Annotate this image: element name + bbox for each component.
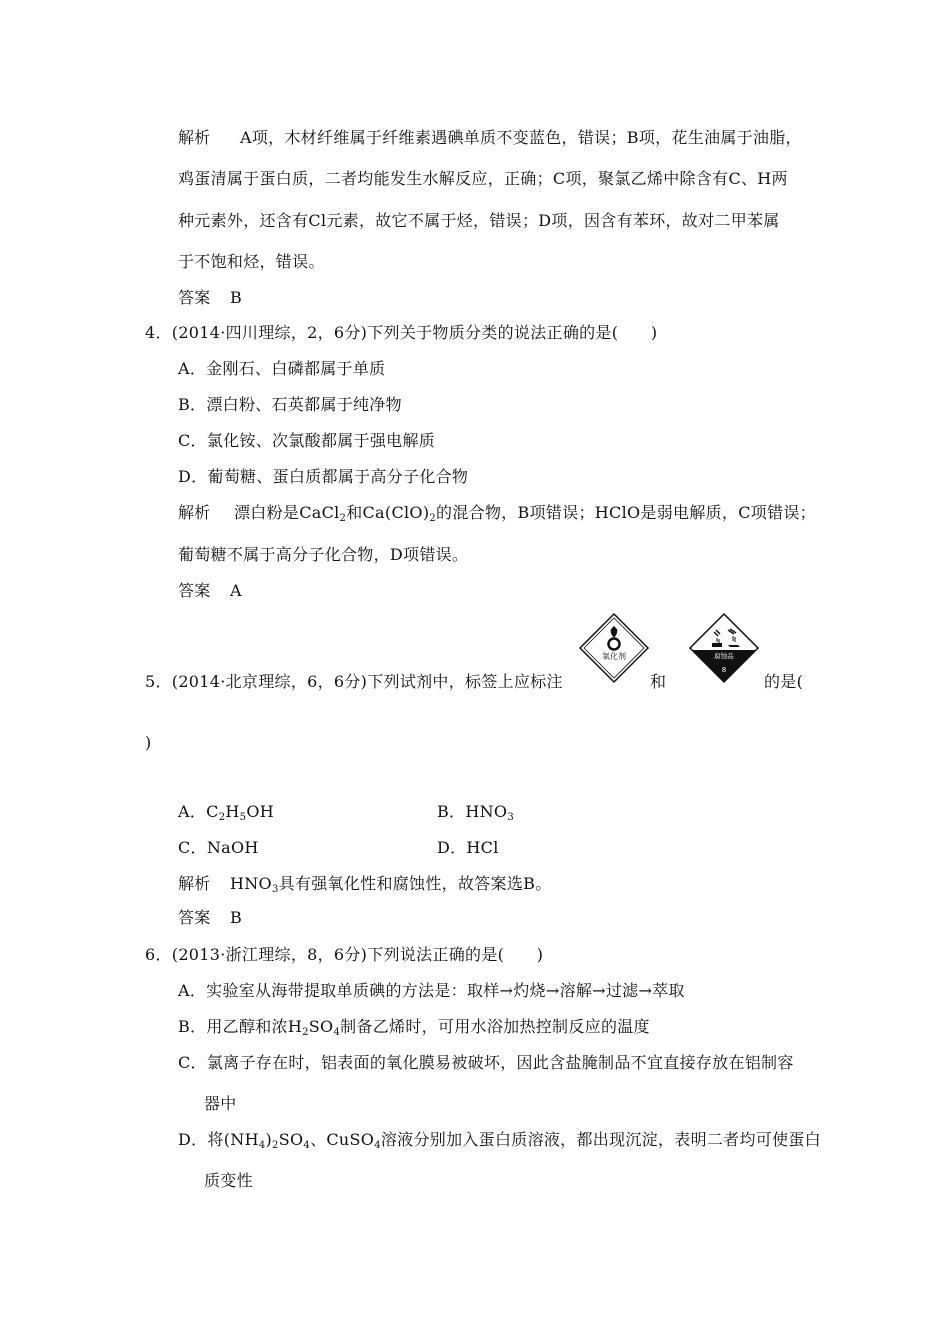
analysis-label: 解析 (178, 128, 211, 147)
q4-option-d: D．葡萄糖、蛋白质都属于高分子化合物 (178, 467, 469, 486)
q5-stem-suffix: 的是( (764, 672, 804, 691)
q5-analysis: 解析 $HNO_3$具有强氧化性和腐蚀性，故答案选B。 (178, 874, 552, 895)
q5-option-b: B．$HNO_3$ (437, 802, 514, 823)
q6-option-d-line2: 质变性 (204, 1171, 253, 1190)
q5-option-c: C．NaOH (178, 838, 259, 857)
corrosive-label-text: 腐蚀品 (714, 652, 734, 660)
q4-answer: 答案 A (178, 581, 242, 600)
q6-option-c-line2: 器中 (204, 1094, 237, 1113)
q3-answer: 答案 B (178, 288, 243, 307)
q6-stem: 6．(2013·浙江理综，8，6分)下列说法正确的是( ) (145, 945, 544, 964)
q5-close-paren: ) (145, 733, 152, 752)
oxidizer-label-text: 氧化剂 (602, 652, 626, 661)
q5-answer: 答案 B (178, 908, 243, 927)
q5-option-a: A．$C_2H_5OH$ (178, 802, 274, 823)
q4-analysis-line1: 解析 漂白粉是CaCl$_2$和$Ca(ClO)_2$的混合物，B项错误；HClO是弱电解质，C项错误； (178, 503, 816, 524)
q4-stem: 4．(2014·四川理综，2，6分)下列关于物质分类的说法正确的是( ) (145, 323, 658, 342)
q4-option-c: C．氯化铵、次氯酸都属于强电解质 (178, 431, 436, 450)
q6-option-d-line1: D．将$(NH_4)_2SO_4$、CuSO$_4$溶液分别加入蛋白质溶液，都出现沉淀，表明二者均可使蛋白 (178, 1130, 821, 1151)
q4-option-b: B．漂白粉、石英都属于纯净物 (178, 395, 402, 414)
oxidizer-label-icon (578, 612, 650, 684)
q6-option-a: A．实验室从海带提取单质碘的方法是：取样→灼烧→溶解→过滤→萃取 (178, 981, 685, 1000)
q3-analysis-line3: 种元素外，还含有Cl元素，故它不属于烃，错误；D项，因含有苯环，故对二甲苯属 (178, 211, 780, 230)
q6-option-b: B．用乙醇和浓$H_2SO_4$制备乙烯时，可用水浴加热控制反应的温度 (178, 1017, 650, 1038)
q4-option-a: A．金刚石、白磷都属于单质 (178, 359, 386, 378)
q3-analysis-line2: 鸡蛋清属于蛋白质，二者均能发生水解反应，正确；C项，聚氯乙烯中除含有C、H两 (178, 169, 788, 188)
q3-analysis-line1: 解析 A项，木材纤维属于纤维素遇碘单质不变蓝色，错误；B项，花生油属于油脂， (178, 128, 802, 147)
q4-analysis-line2: 葡萄糖不属于高分子化合物，D项错误。 (178, 545, 469, 564)
q5-stem-prefix: 5．(2014·北京理综，6，6分)下列试剂中，标签上应标注 (145, 672, 563, 691)
corrosive-label-number: 8 (721, 666, 727, 674)
q5-connector: 和 (650, 672, 667, 691)
corrosive-label-icon (688, 612, 760, 684)
q3-analysis-line4: 于不饱和烃，错误。 (178, 252, 325, 271)
q5-option-d: D．HCl (437, 838, 499, 857)
q6-option-c-line1: C．氯离子存在时，铝表面的氧化膜易被破坏，因此含盐腌制品不宜直接存放在铝制容 (178, 1053, 794, 1072)
